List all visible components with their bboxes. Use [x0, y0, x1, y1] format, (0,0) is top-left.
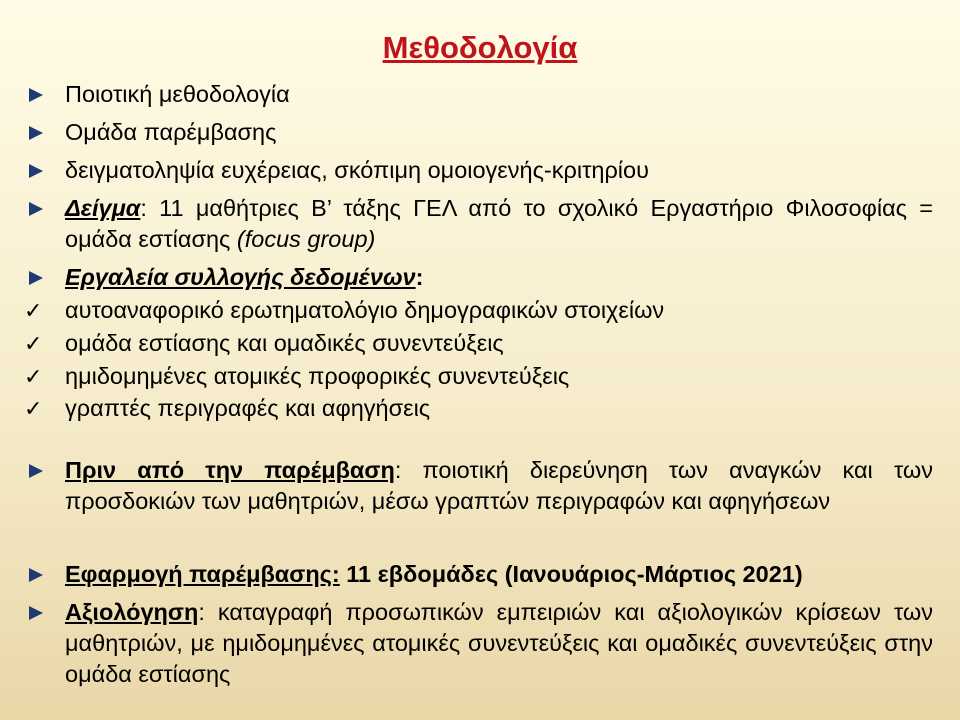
triangle-bullet-icon: [29, 606, 43, 620]
bullet-text: [65, 193, 933, 255]
triangle-bullet-icon: [29, 88, 43, 102]
bullet-text: [65, 597, 933, 690]
triangle-bullet-icon: [29, 202, 43, 216]
slide-title: Μεθοδολογία: [382, 30, 578, 65]
triangle-bullet-icon: [29, 164, 43, 178]
check-text: αυτοαναφορικό ερωτηματολόγιο δημογραφικών στοιχείων: [65, 297, 665, 323]
evaluation-label: Αξιολόγηση: [65, 599, 199, 625]
bullet-text: [65, 559, 933, 590]
check-text: ομάδα εστίασης και ομαδικές συνεντεύξεις: [65, 330, 504, 356]
bullet-text: Ομάδα παρέμβασης: [65, 119, 277, 145]
checkmark-icon: ✓: [24, 331, 43, 356]
bullet-text: δειγματοληψία ευχέρειας, σκόπιμη ομοιογενής-κριτηρίου: [65, 157, 649, 183]
checkmark-icon: ✓: [24, 298, 43, 323]
evaluation-text: καταγραφή προσωπικών εμπειριών και αξιολογικών κρίσεων των μαθητριών, με ημιδομημένες ατομικές συνεντεύξεις και ομαδικές συνεντεύξεις στην ομάδα εστίασης: [65, 599, 933, 687]
triangle-bullet-icon: [29, 126, 43, 140]
sample-italic: (focus group): [236, 226, 376, 252]
checkmark-icon: ✓: [24, 364, 43, 389]
before-label: Πριν από την παρέμβαση: [65, 457, 395, 483]
checkmark-icon: ✓: [24, 396, 43, 421]
bullet-text: Ποιοτική μεθοδολογία: [65, 81, 290, 107]
bullet-text: [65, 262, 933, 293]
label-separator: :: [140, 195, 147, 221]
label-separator: :: [394, 457, 402, 483]
triangle-bullet-icon: [29, 568, 43, 582]
triangle-bullet-icon: [29, 271, 43, 285]
triangle-bullet-icon: [29, 464, 43, 478]
implementation-label: Εφαρμογή παρέμβασης:: [65, 561, 340, 587]
tools-label: Εργαλεία συλλογής δεδομένων: [65, 264, 416, 290]
check-text: ημιδομημένες ατομικές προφορικές συνεντεύξεις: [65, 363, 570, 389]
label-separator: :: [198, 599, 205, 625]
check-text: γραπτές περιγραφές και αφηγήσεις: [65, 395, 431, 421]
bullet-text: [65, 455, 933, 517]
implementation-text: 11 εβδομάδες (Ιανουάριος-Μάρτιος 2021): [339, 561, 803, 587]
label-separator: :: [415, 264, 424, 290]
sample-text: 11 μαθήτριες Β’ τάξης ΓΕΛ από το σχολικό Εργαστήριο Φιλοσοφίας = ομάδα εστίασης: [65, 195, 933, 252]
before-text: ποιοτική διερεύνηση των αναγκών και των προσδοκιών των μαθητριών, μέσω γραπτών περιγραφών και αφηγήσεων: [65, 457, 933, 514]
sample-label: Δείγμα: [65, 195, 141, 221]
